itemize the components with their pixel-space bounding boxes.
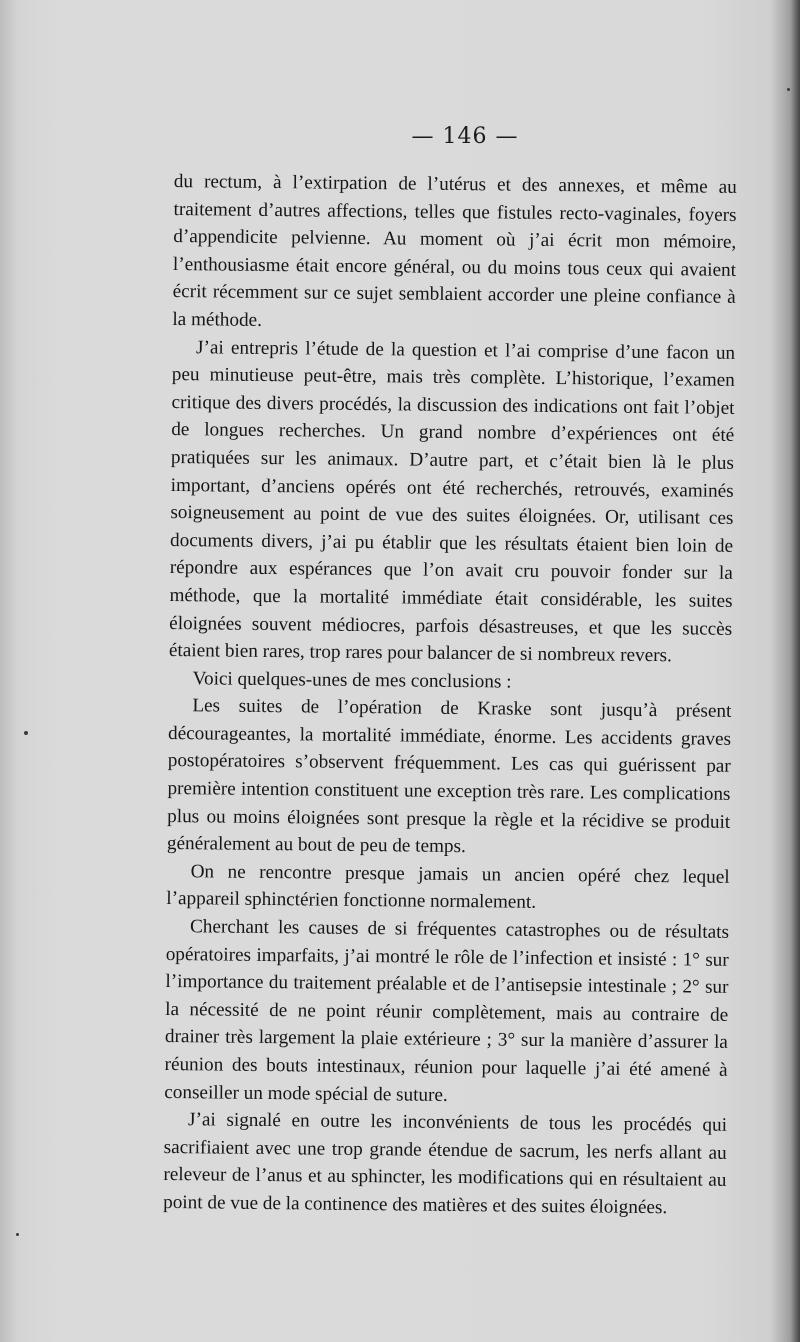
paragraph: On ne rencontre presque jamais un ancien opéré chez lequel l’appareil sphinctérien fonctionne normalement. — [166, 861, 730, 914]
ink-speck — [787, 88, 790, 91]
paragraph: du rectum, à l’extirpation de l’utérus et des annexes, et même au traitement d’autres affections, telles que fistules recto-vaginales, foyers d’appendicite pelvienne. Au moment où j’ai écrit mon mémoire, l’enthousiasme était encore général, ou du moins tous ceux qui avaient écrit récemment sur ce sujet semblaient accorder une pleine confiance à la méthode. — [172, 170, 737, 331]
ink-speck — [16, 1233, 19, 1236]
paragraph: J’ai signalé en outre les inconvénients de tous les procédés qui sacrifiaient avec une trop grande étendue de sacrum, les nerfs allant au releveur de l’anus et au sphincter, les modifications qui en résultaient au point de vue de la continence des matières et des suites éloignées. — [163, 1109, 728, 1219]
paragraph: Cherchant les causes de si fréquentes catastrophes ou de résultats opératoires imparfaits, j’ai montré le rôle de l’infection et insisté : 1° sur l’importance du traitement préalable et de l’antisepsie intestinale ; 2° sur la nécessité de ne point réunir complètement, mais au contraire de drainer très largement la plaie extérieure ; 3° sur la manière d’assurer la réunion des bouts intestinaux, réunion pour laquelle j’ai été amené à conseiller un mode spécial de suture. — [164, 916, 730, 1106]
paragraph: Les suites de l’opération de Kraske sont jusqu’à présent décourageantes, la mortalité immédiate, énorme. Les accidents graves postopératoires s’observent fréquemment. Les cas qui guérissent par première intention constituent une exception très rare. Les complications plus ou moins éloignées sont presque la règle et la récidive se produit généralement au bout de peu de temps. — [166, 695, 732, 858]
body-text — [163, 168, 737, 1222]
page-number: — 146 — — [411, 124, 519, 149]
page-edge-shadow — [790, 0, 800, 1342]
paragraph: Voici quelques-unes de mes conclusions : — [192, 667, 512, 693]
paragraph: J’ai entrepris l’étude de la question et l’ai comprise d’une facon un peu minutieuse peut-être, mais très complète. L’historique, l’examen critique des divers procédés, la discussion des indications ont fait l’objet de longues recherches. Un grand nombre d’expériences ont été pratiquées sur les animaux. D’autre part, et c’était bien là le plus important, d’anciens opérés ont été recherchés, retrouvés, examinés soigneusement au point de vue des suites éloignées. Or, utilisant ces documents divers, j’ai pu établir que les résultats étaient bien loin de répondre aux espérances que l’on avait cru pouvoir fonder sur la méthode, que la mortalité immédiate était considérable, les suites éloignées souvent médiocres, parfois désastreuses, et que les succès étaient bien rares, trop rares pour balancer de si nombreux revers. — [168, 336, 736, 667]
ink-speck — [24, 731, 28, 735]
